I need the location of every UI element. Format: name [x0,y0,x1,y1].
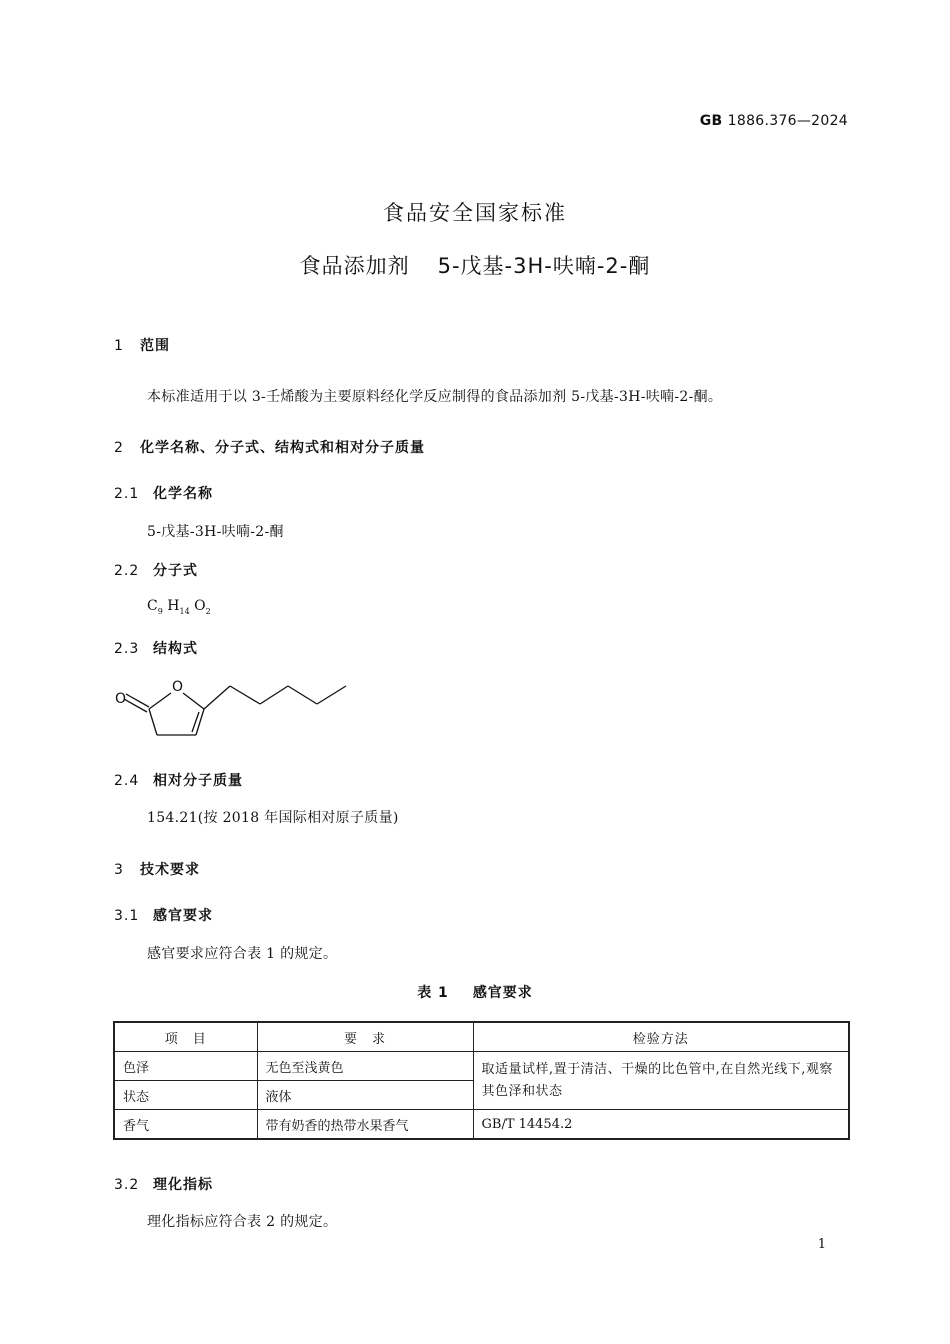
document-title [0,250,950,280]
section-2-heading [114,437,425,457]
section-3-1-heading [114,905,213,925]
formula-subscript: 14 [179,606,190,616]
section-title: 化学名称 [153,486,213,502]
section-title: 结构式 [153,641,198,657]
section-title: 技术要求 [140,862,200,878]
formula-subscript: 2 [205,606,211,616]
section-2-2-heading [114,560,198,580]
cell-requirement: 带有奶香的热带水果香气 [257,1110,473,1140]
cell-item: 香气 [114,1110,257,1140]
column-header-method: 检验方法 [473,1022,849,1052]
ring-oxygen-label: O [172,679,184,695]
section-title: 范围 [140,338,170,354]
standard-code [700,113,848,129]
formula-element: H [167,598,180,614]
section-number: 3.2 [114,1177,140,1193]
section-2-4-heading [114,770,243,790]
cell-item: 色泽 [114,1052,257,1081]
section-title: 化学名称、分子式、结构式和相对分子质量 [140,440,425,456]
carbonyl-double-bond [124,699,147,712]
section-1-text: 本标准适用于以 3-壬烯酸为主要原料经化学反应制得的食品添加剂 5-戊基-3H-呋喃-2-酮。 [147,389,723,405]
table-title: 感官要求 [472,985,533,1001]
table-row [114,1110,849,1140]
column-header-item: 项 目 [114,1022,257,1052]
section-3-heading [114,859,200,879]
table-row [114,1052,849,1081]
ring-bond [196,709,204,735]
section-2-1-heading [114,483,213,503]
cell-item: 状态 [114,1081,257,1110]
section-title: 相对分子质量 [153,773,243,789]
cell-method-shared: 取适量试样,置于清洁、干燥的比色管中,在自然光线下,观察其色泽和状态 [473,1052,849,1110]
chain-bond [204,686,230,709]
chain-bond [317,686,346,704]
section-title: 感官要求 [153,908,213,924]
molecule-bonds [124,686,346,735]
section-number: 3 [114,862,124,878]
sensory-requirements-table [113,1021,850,1140]
chain-bond [288,686,317,704]
section-2-3-heading [114,638,198,658]
section-number: 2.1 [114,486,140,502]
table-number: 表 1 [417,985,449,1001]
cell-method: GB/T 14454.2 [473,1110,849,1140]
document-title-name: 5-戊基-3H-呋喃-2-酮 [437,254,651,278]
ring-bond [149,709,157,735]
column-header-requirement: 要 求 [257,1022,473,1052]
section-title: 理化指标 [153,1177,213,1193]
formula-element: O [194,598,206,614]
section-number: 1 [114,338,124,354]
chain-bond [260,686,288,704]
section-title: 分子式 [153,563,198,579]
page-title: 食品安全国家标准 [383,201,567,225]
document-title-prefix: 食品添加剂 [299,254,410,278]
carbonyl-oxygen-label: O [115,691,127,707]
page-number: 1 [817,1237,826,1252]
section-number: 2.4 [114,773,140,789]
formula-element: C [147,598,158,614]
section-1-heading [114,335,170,355]
cell-requirement: 液体 [257,1081,473,1110]
section-number: 3.1 [114,908,140,924]
section-3-2-text: 理化指标应符合表 2 的规定。 [147,1214,338,1230]
section-number: 2.3 [114,641,140,657]
section-3-2-heading [114,1174,213,1194]
standard-prefix: GB [699,113,723,129]
ring-bond [149,693,171,709]
chemical-name: 5-戊基-3H-呋喃-2-酮 [147,524,284,540]
structural-formula [110,672,355,742]
section-number: 2.2 [114,563,140,579]
section-number: 2 [114,440,124,456]
section-3-1-text: 感官要求应符合表 1 的规定。 [147,946,338,962]
chain-bond [230,686,260,704]
standard-number: 1886.376—2024 [727,113,848,129]
carbonyl-double-bond [126,694,149,707]
molecular-formula [147,598,211,616]
formula-subscript: 9 [157,606,163,616]
ring-bond [183,693,204,709]
molecular-mass: 154.21(按 2018 年国际相对原子质量) [147,810,399,826]
table-caption [0,982,950,1002]
table-header-row [114,1022,849,1052]
cell-requirement: 无色至浅黄色 [257,1052,473,1081]
